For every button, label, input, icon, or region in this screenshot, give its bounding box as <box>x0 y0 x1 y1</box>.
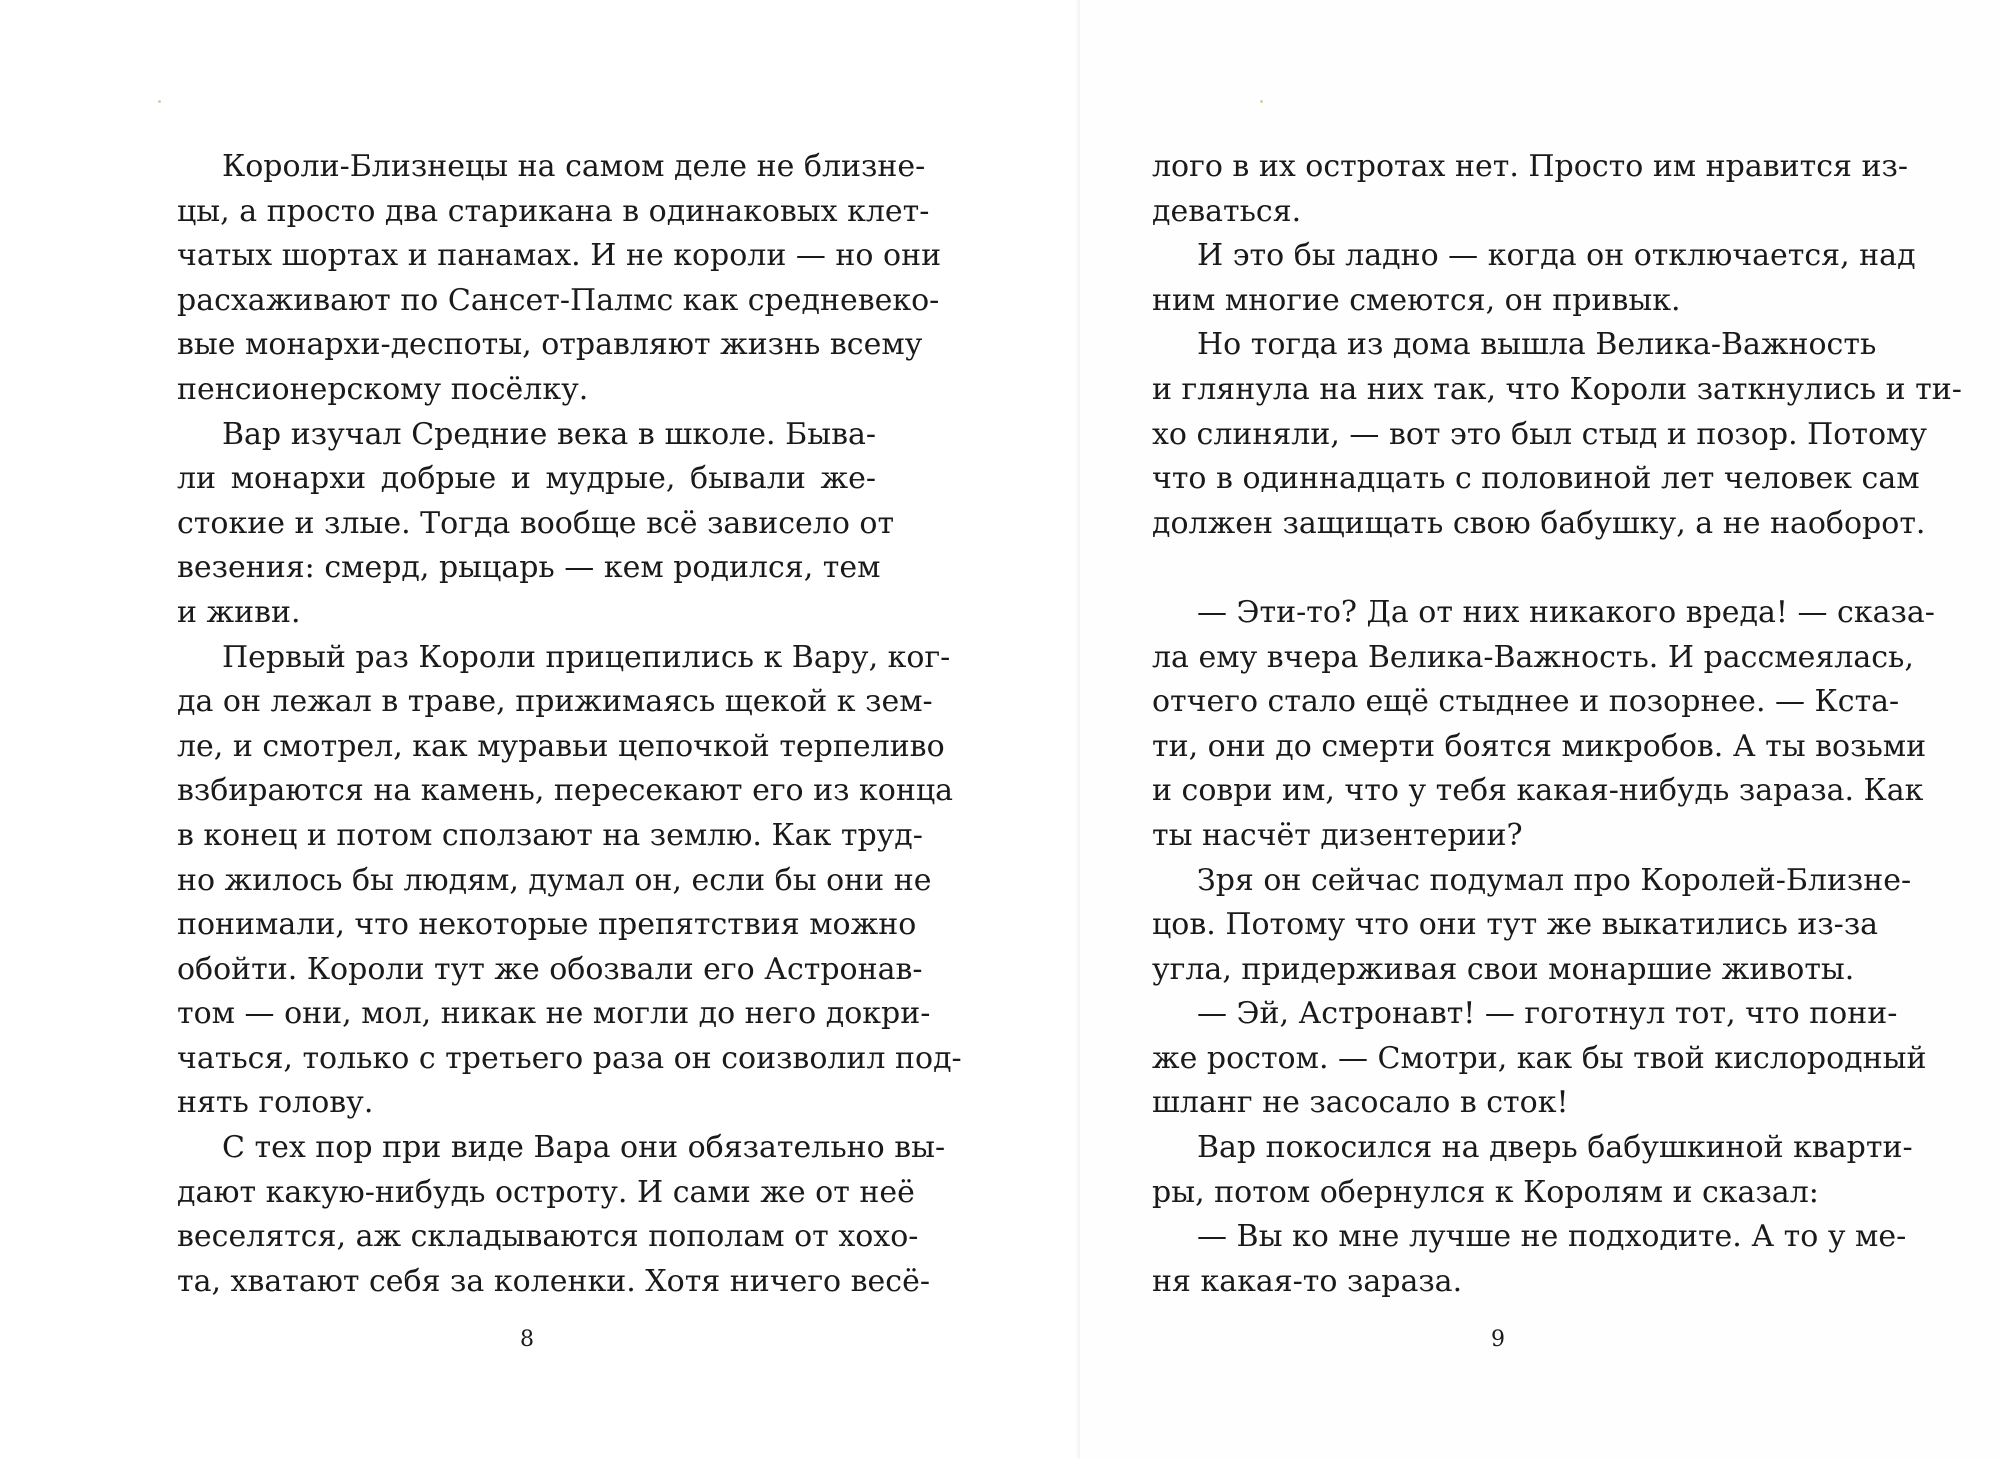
text-line: ры, потом обернулся к Королям и сказал: <box>1152 1174 1819 1210</box>
text-line: же ростом. — Смотри, как бы твой кислородный <box>1152 1040 1927 1076</box>
text-line: и живи. <box>177 594 301 630</box>
right-page-text <box>1152 145 1962 1304</box>
text-line: и соври им, что у тебя какая-нибудь зараза. Как <box>1152 773 1924 809</box>
text-line: обойти. Короли тут же обозвали его Астронав- <box>177 951 923 987</box>
text-line: в конец и потом сползают на землю. Как труд- <box>177 817 923 853</box>
paper-speck <box>1260 100 1263 103</box>
text-line: угла, придерживая свои монаршие животы. <box>1152 951 1855 987</box>
text-line: И это бы ладно — когда он отключается, над <box>1197 238 1916 274</box>
text-line: хо слиняли, — вот это был стыд и позор. Потому <box>1152 416 1928 452</box>
page-number: 8 <box>520 1327 534 1352</box>
text-line: чатых шортах и панамах. И не короли — но они <box>177 238 942 274</box>
text-line: Зря он сейчас подумал про Королей-Близне- <box>1197 862 1912 898</box>
text-line: и глянула на них так, что Короли заткнулись и ти- <box>1152 371 1962 407</box>
text-line: понимали, что некоторые препятствия можно <box>177 907 917 943</box>
page-number: 9 <box>1491 1327 1505 1352</box>
right-page <box>1080 0 2000 1459</box>
text-line: — Вы ко мне лучше не подходите. А то у ме- <box>1197 1219 1907 1255</box>
text-line: том — они, мол, никак не могли до него докри- <box>177 996 931 1032</box>
text-line: цы, а просто два старикана в одинаковых клет- <box>177 193 930 229</box>
text-line: ним многие смеются, он привык. <box>1152 282 1681 318</box>
text-line: веселятся, аж складываются пополам от хохо- <box>177 1219 919 1255</box>
text-line: что в одиннадцать с половиной лет человек сам <box>1152 461 1920 497</box>
paper-speck <box>158 100 161 103</box>
text-line: дают какую-нибудь остроту. И сами же от неё <box>177 1174 915 1210</box>
text-line: ти, они до смерти боятся микробов. А ты возьми <box>1152 728 1927 764</box>
text-line: чаться, только с третьего раза он соизволил под- <box>177 1040 962 1076</box>
text-line: шланг не засосало в сток! <box>1152 1085 1569 1121</box>
text-line: ли монархи добрые и мудрые, бывали же- <box>177 461 876 497</box>
text-line: вые монархи-деспоты, отравляют жизнь всему <box>177 327 923 363</box>
text-line: Вар покосился на дверь бабушкиной кварти- <box>1197 1130 1913 1166</box>
text-line: ня какая-то зараза. <box>1152 1263 1463 1299</box>
text-line: но жилось бы людям, думал он, если бы они не <box>177 862 932 898</box>
text-line: Первый раз Короли прицепились к Вару, ког- <box>222 639 951 675</box>
text-line: — Эти-то? Да от них никакого вреда! — сказа- <box>1197 594 1935 630</box>
text-line: отчего стало ещё стыднее и позорнее. — Кста- <box>1152 684 1900 720</box>
text-line: та, хватают себя за коленки. Хотя ничего весё- <box>177 1263 930 1299</box>
text-line: да он лежал в траве, прижимаясь щекой к зем- <box>177 684 933 720</box>
text-line: стокие и злые. Тогда вообще всё зависело от <box>177 505 895 541</box>
text-line: деваться. <box>1152 193 1302 229</box>
section-break <box>1152 546 1832 591</box>
text-line: Короли-Близнецы на самом деле не близне- <box>222 149 926 184</box>
text-line: нять голову. <box>177 1085 374 1121</box>
text-line: ле, и смотрел, как муравьи цепочкой терпеливо <box>177 728 945 764</box>
text-line: ты насчёт дизентерии? <box>1152 817 1523 853</box>
left-page-text <box>177 145 962 1304</box>
text-line: везения: смерд, рыцарь — кем родился, тем <box>177 550 881 586</box>
text-line: цов. Потому что они тут же выкатились из-за <box>1152 907 1879 943</box>
text-line: расхаживают по Сансет-Палмс как средневеко- <box>177 282 940 318</box>
text-line: лого в их остротах нет. Просто им нравится из- <box>1152 149 1909 184</box>
text-line: Но тогда из дома вышла Велика-Важность <box>1197 327 1877 363</box>
text-line: С тех пор при виде Вара они обязательно вы- <box>222 1130 946 1166</box>
text-line: должен защищать свою бабушку, а не наоборот. <box>1152 505 1926 541</box>
text-line: Вар изучал Средние века в школе. Быва- <box>222 416 876 452</box>
text-line: — Эй, Астронавт! — гоготнул тот, что пони- <box>1197 996 1898 1032</box>
text-line: пенсионерскому посёлку. <box>177 371 589 407</box>
text-line: взбираются на камень, пересекают его из конца <box>177 773 954 809</box>
text-line: ла ему вчера Велика-Важность. И рассмеялась, <box>1152 639 1914 675</box>
